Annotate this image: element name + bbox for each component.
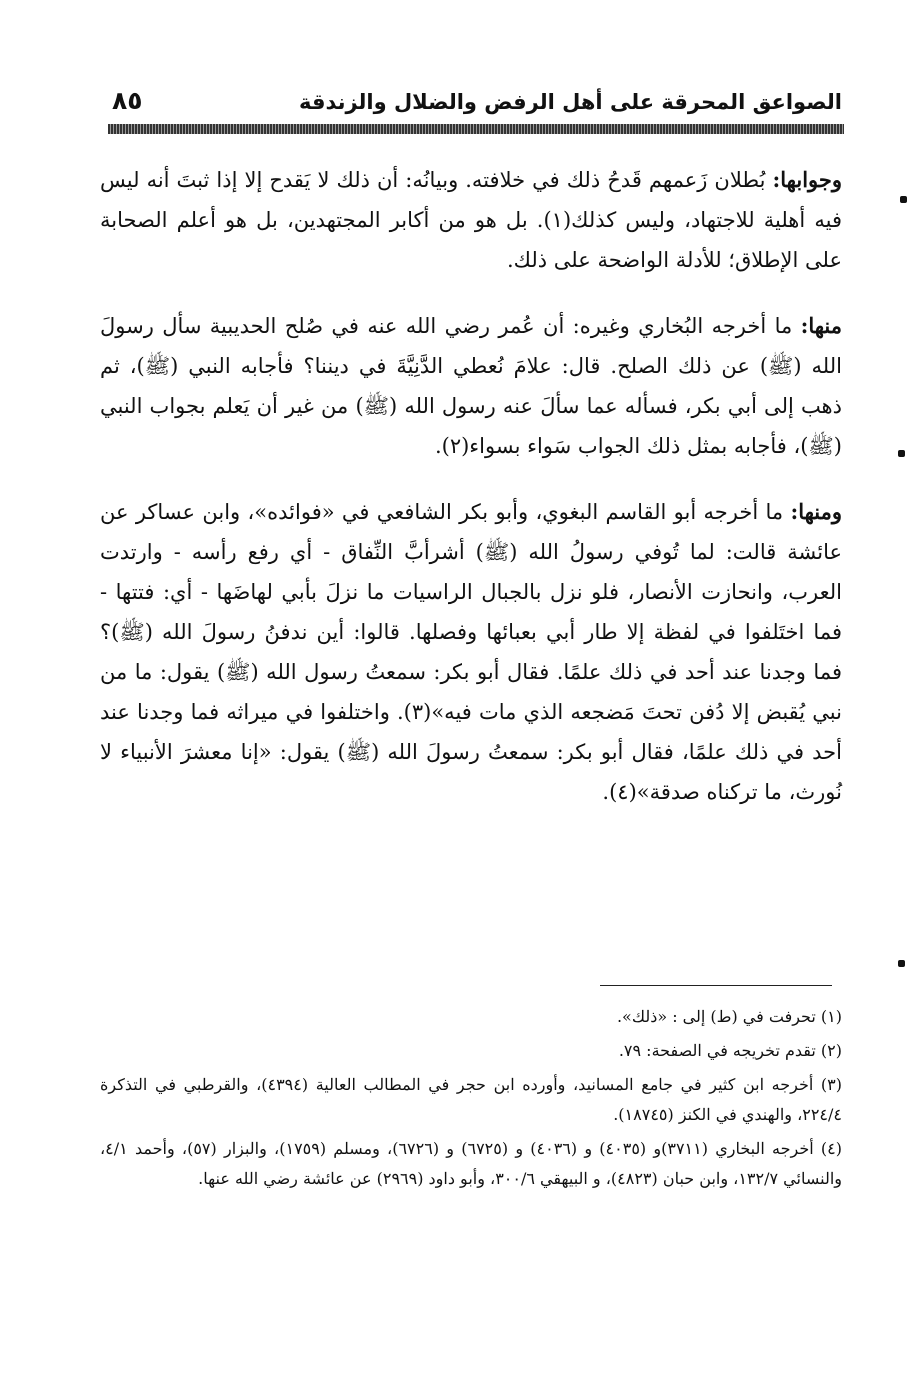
paragraph-lead: وجوابها: — [772, 167, 842, 192]
footnote-separator — [600, 985, 832, 986]
page-number: ٨٥ — [112, 86, 143, 115]
page-header — [108, 86, 844, 122]
margin-mark — [898, 450, 905, 457]
paragraph-lead: ومنها: — [790, 499, 842, 524]
footnote-4: (٤) أخرجه البخاري (٣٧١١)و (٤٠٣٥) و (٤٠٣٦) و (٦٧٢٥) و (٦٧٢٦)، ومسلم (١٧٥٩)، والبزار (٥٧)، وأحمد ٤/١، والنسائي ١٣٢/٧، وابن حبان (٤٨٢٣)، و البيهقي ٣٠٠/٦، وأبو داود (٢٩٦٩) عن عائشة رضي الله عنها. — [100, 1139, 842, 1188]
paragraph-evidence-1 — [100, 306, 842, 466]
footnotes — [100, 1002, 842, 1198]
paragraph-lead: منها: — [800, 313, 842, 338]
paragraph-evidence-2 — [100, 492, 842, 812]
paragraph-body: بُطلان زَعمهم قَدحُ ذلك في خلافته. وبيانُه: أن ذلك لا يَقدح إلا إذا ثبتَ أنه ليس فيه أهلية للاجتهاد، وليس كذلك(١). بل هو من أكابر المجتهدين، بل هو أعلم الصحابة على الإطلاق؛ للأدلة الواضحة على ذلك. — [100, 168, 842, 272]
margin-mark — [900, 196, 907, 203]
footnote-2: (٢) تقدم تخريجه في الصفحة: ٧٩. — [618, 1041, 842, 1060]
paragraph-answer — [100, 160, 842, 280]
footnote-3: (٣) أخرجه ابن كثير في جامع المسانيد، وأورده ابن حجر في المطالب العالية (٤٣٩٤)، والقرطبي في التذكرة ٢٢٤/٤، والهندي في الكنز (١٨٧٤٥). — [100, 1075, 843, 1124]
footnote-1: (١) تحرفت في (ط) إلى : «ذلك». — [616, 1007, 842, 1026]
paragraph-body: ما أخرجه أبو القاسم البغوي، وأبو بكر الشافعي في «فوائده»، وابن عساكر عن عائشة قالت: لما تُوفي رسولُ الله (ﷺ) أشرأبَّ النِّفاق - أي رفع رأسه - وارتدت العرب، وانحازت الأنصار، فلو نزل بالجبال الراسيات ما نزلَ بأبي لهاضَها - أي: فتتها - فما اختَلفوا في لفظة إلا طار أبي بعبائها وفصلها. قالوا: أين ندفنُ رسولَ الله (ﷺ)؟ فما وجدنا عند أحد في ذلك علمًا. فقال أبو بكر: سمعتُ رسول الله (ﷺ) يقول: ما من نبي يُقبض إلا دُفن تحتَ مَضجعه الذي مات فيه»(٣). واختلفوا في ميراثه فما وجدنا عند أحد في ذلك علمًا، فقال أبو بكر: سمعتُ رسولَ الله (ﷺ) يقول: «إنا معشرَ الأنبياء لا نُورث، ما تركناه صدقة»(٤). — [100, 500, 842, 804]
header-rule — [108, 124, 844, 134]
main-text — [100, 160, 842, 838]
paragraph-body: ما أخرجه البُخاري وغيره: أن عُمر رضي الله عنه في صُلح الحديبية سأل رسولَ الله (ﷺ) عن ذلك الصلح. قال: علامَ نُعطي الدَّنِيَّةَ في ديننا؟ فأجابه النبي (ﷺ)، ثم ذهب إلى أبي بكر، فسأله عما سألَ عنه رسول الله (ﷺ) من غير أن يَعلم بجواب النبي (ﷺ)، فأجابه بمثل ذلك الجواب سَواء بسواء(٢). — [100, 314, 842, 458]
margin-mark — [898, 960, 905, 967]
running-title: الصواعق المحرقة على أهل الرفض والضلال والزندقة — [298, 90, 842, 114]
